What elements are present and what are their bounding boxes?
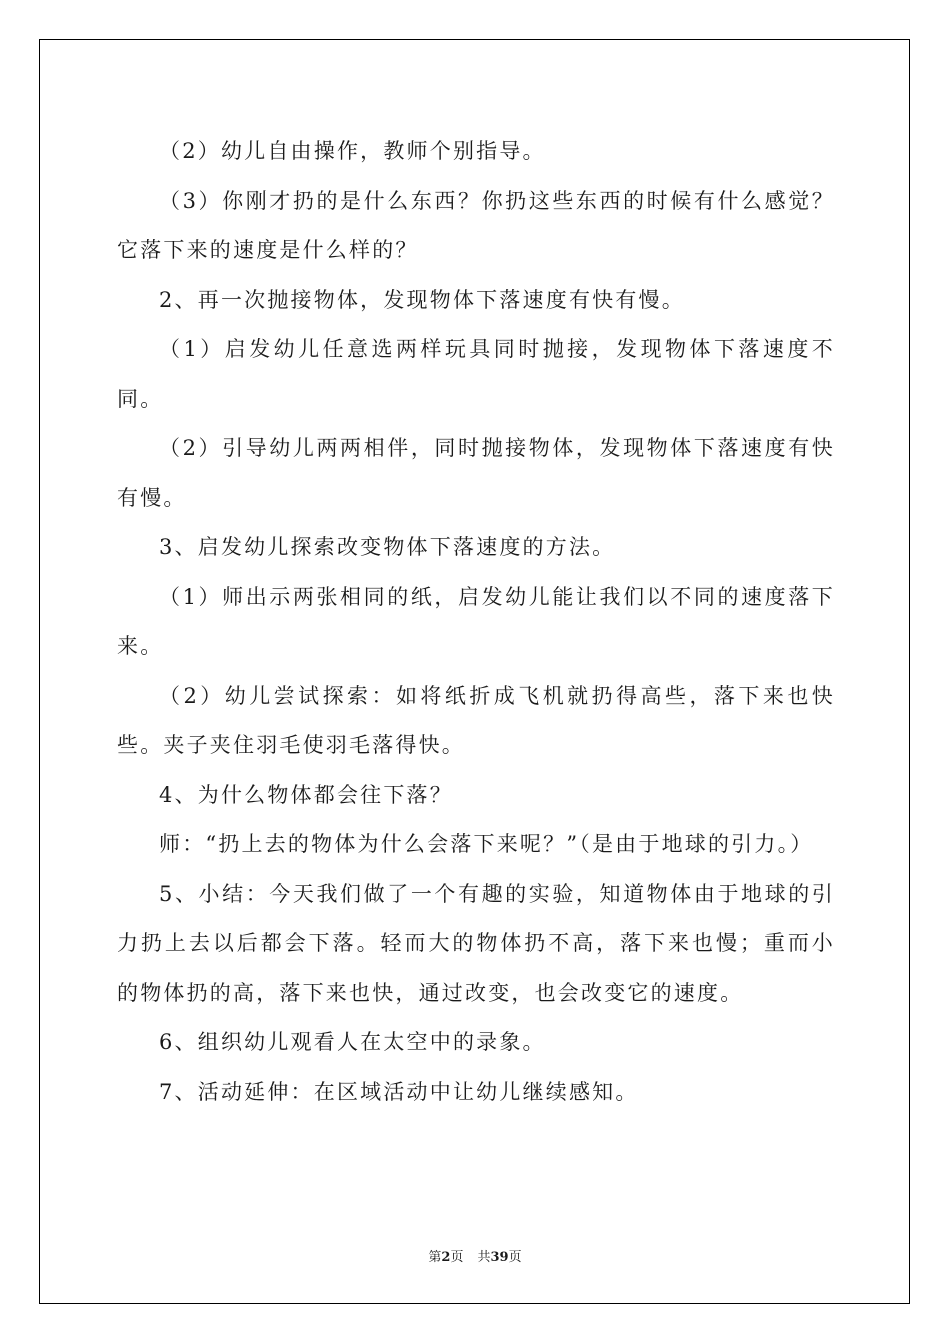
paragraph: （2）幼儿自由操作，教师个别指导。 xyxy=(159,139,546,163)
page-prefix: 第 xyxy=(428,1250,442,1265)
total-pages: 39 xyxy=(490,1250,509,1265)
page-footer xyxy=(0,1246,950,1265)
page-suffix: 页 xyxy=(450,1250,464,1265)
page-number: 2 xyxy=(441,1250,451,1265)
paragraph: （1）启发幼儿任意选两样玩具同时抛接，发现物体下落速度不同。 xyxy=(117,337,835,411)
paragraph: （1）师出示两张相同的纸，启发幼儿能让我们以不同的速度落下来。 xyxy=(117,584,835,658)
paragraph: 3、启发幼儿探索改变物体下落速度的方法。 xyxy=(159,535,616,559)
paragraph: 2、再一次抛接物体，发现物体下落速度有快有慢。 xyxy=(159,287,685,312)
document-body xyxy=(117,127,835,1117)
paragraph: 师：“扔上去的物体为什么会落下来呢？”（是由于地球的引力。） xyxy=(159,832,814,856)
paragraph: 7、活动延伸：在区域活动中让幼儿继续感知。 xyxy=(159,1079,639,1104)
paragraph: （2）幼儿尝试探索：如将纸折成飞机就扔得高些，落下来也快些。夹子夹住羽毛使羽毛落得快。 xyxy=(117,683,835,757)
total-suffix: 页 xyxy=(508,1250,522,1265)
paragraph: 6、组织幼儿观看人在太空中的录象。 xyxy=(159,1030,546,1054)
total-prefix: 共 xyxy=(477,1250,491,1265)
paragraph: （2）引导幼儿两两相伴，同时抛接物体，发现物体下落速度有快有慢。 xyxy=(117,436,835,510)
paragraph: （3）你刚才扔的是什么东西？你扔这些东西的时候有什么感觉？它落下来的速度是什么样的？ xyxy=(117,188,835,262)
paragraph: 4、为什么物体都会往下落？ xyxy=(159,782,453,807)
paragraph: 5、小结：今天我们做了一个有趣的实验，知道物体由于地球的引力扔上去以后都会下落。轻而大的物体扔不高，落下来也慢；重而小的物体扔的高，落下来也快，通过改变，也会改变它的速度。 xyxy=(117,881,835,1005)
